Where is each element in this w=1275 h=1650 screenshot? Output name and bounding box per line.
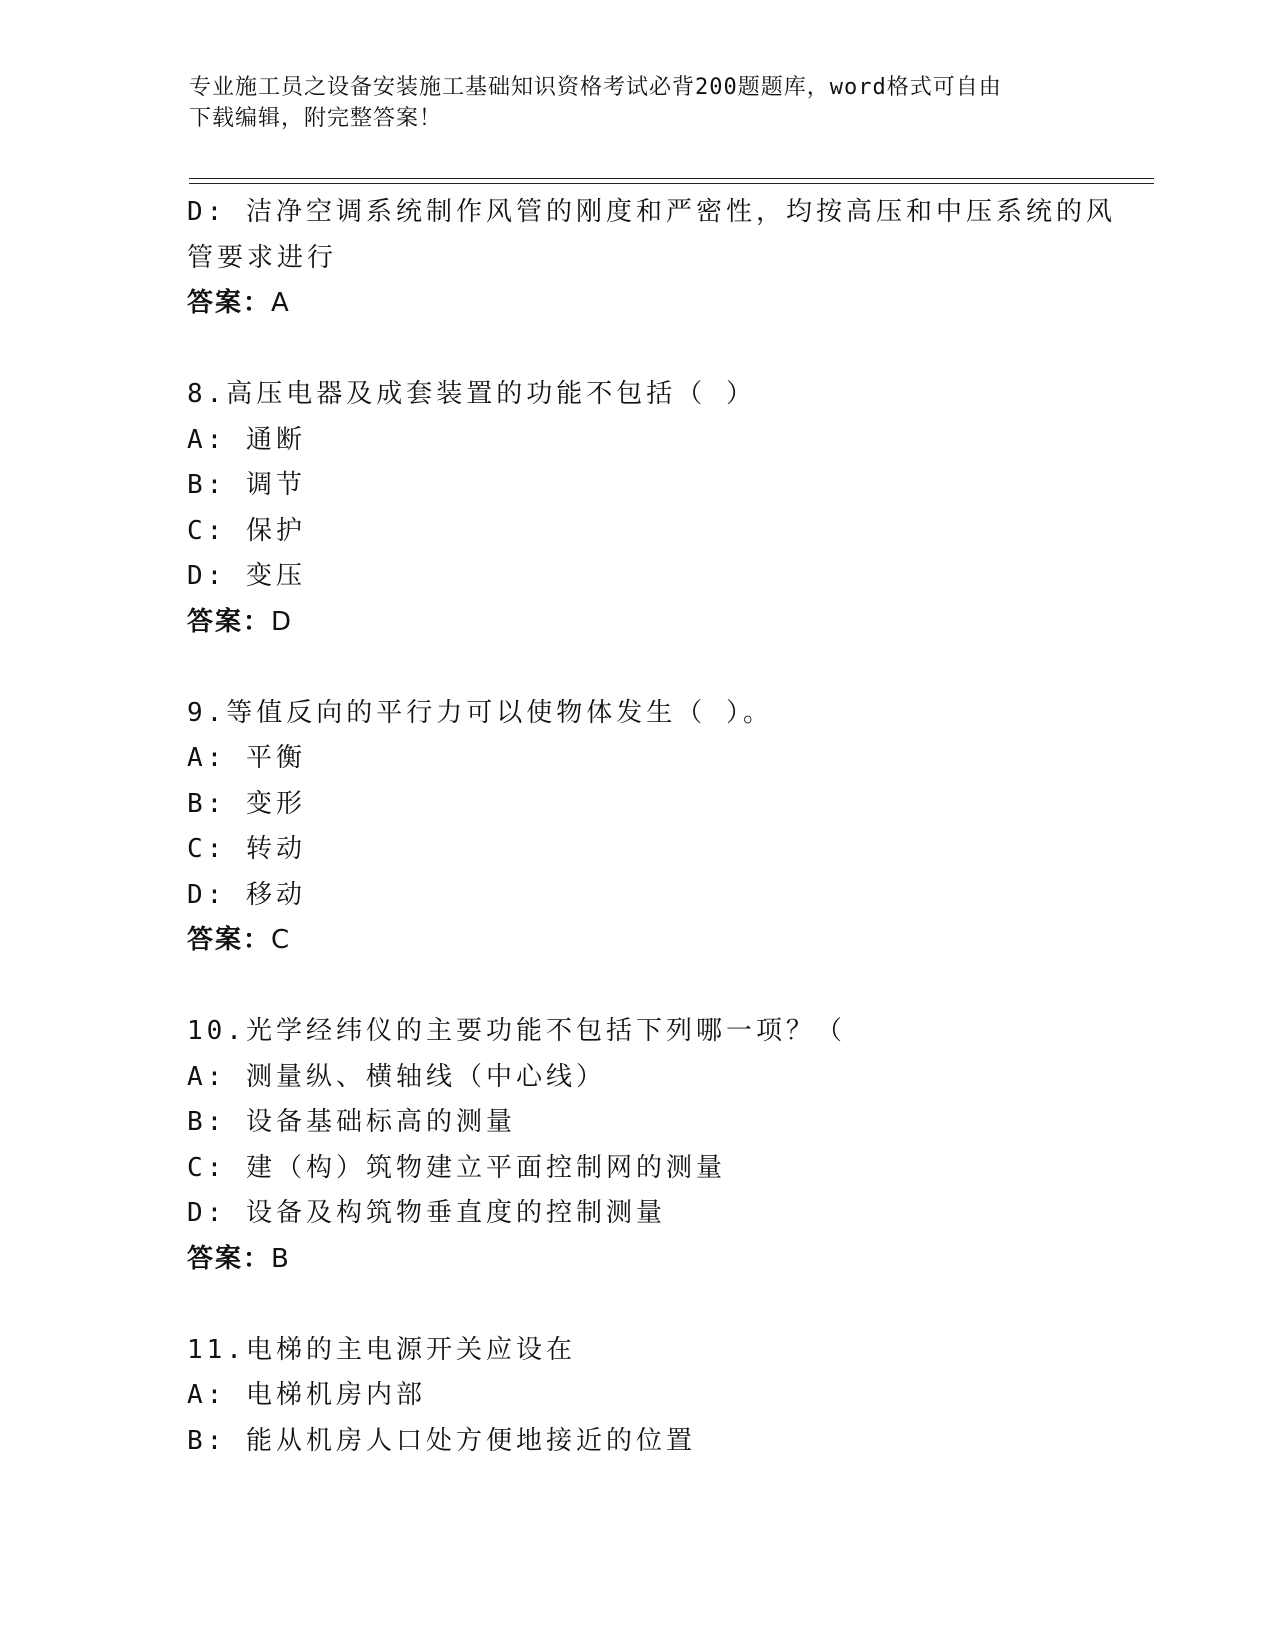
document-body [187, 190, 1116, 1464]
answer-line [187, 600, 1107, 646]
option-a: A: 电梯机房内部 [187, 1380, 426, 1410]
header-divider [189, 178, 1154, 184]
option-d-line-2: 管要求进行 [187, 242, 338, 273]
question-10 [187, 1009, 1107, 1282]
answer-line [187, 918, 1107, 964]
option-d: D: 变压 [187, 561, 306, 591]
option-a: A: 测量纵、横轴线（中心线） [187, 1061, 606, 1092]
answer-line [187, 281, 1107, 327]
answer-line [187, 1237, 1107, 1283]
answer-value: C [271, 925, 292, 955]
option-a: A: 通断 [187, 424, 306, 455]
question-11 [187, 1328, 1107, 1465]
answer-value: A [271, 288, 291, 318]
question-stem: 9.等值反向的平行力可以使物体发生（ ）。 [187, 697, 773, 728]
header-title-line-2: 下载编辑，附完整答案！ [189, 106, 443, 131]
option-b: B: 变形 [187, 788, 306, 819]
answer-label: 答案： [187, 288, 272, 318]
option-c: C: 转动 [187, 834, 306, 864]
option-a: A: 平衡 [187, 743, 306, 773]
spacer [187, 645, 1107, 691]
previous-question-tail [187, 190, 1116, 327]
option-d: D: 设备及构筑物垂直度的控制测量 [187, 1198, 666, 1228]
question-9 [187, 691, 1107, 964]
question-8 [187, 372, 1107, 645]
spacer [187, 1282, 1107, 1328]
document-header [189, 72, 1089, 134]
option-c: C: 保护 [187, 515, 306, 546]
option-b: B: 能从机房人口处方便地接近的位置 [187, 1425, 696, 1456]
answer-label: 答案： [187, 606, 272, 637]
header-title-line-1: 专业施工员之设备安装施工基础知识资格考试必背200题题库，word格式可自由 [189, 75, 1002, 100]
answer-value: D [271, 606, 294, 637]
question-stem: 10.光学经纬仪的主要功能不包括下列哪一项？（ [187, 1016, 846, 1046]
answer-value: B [271, 1243, 291, 1274]
question-stem: 8.高压电器及成套装置的功能不包括（ ） [187, 379, 756, 409]
option-c: C: 建（构）筑物建立平面控制网的测量 [187, 1152, 726, 1183]
option-d: D: 移动 [187, 879, 306, 910]
option-d-line-1: D: 洁净空调系统制作风管的刚度和严密性，均按高压和中压系统的风 [187, 197, 1116, 227]
spacer [187, 327, 1107, 373]
answer-label: 答案： [187, 1243, 272, 1274]
option-b: B: 设备基础标高的测量 [187, 1107, 516, 1137]
question-stem: 11.电梯的主电源开关应设在 [187, 1334, 576, 1365]
option-b: B: 调节 [187, 470, 306, 500]
spacer [187, 964, 1107, 1010]
answer-label: 答案： [187, 925, 272, 955]
